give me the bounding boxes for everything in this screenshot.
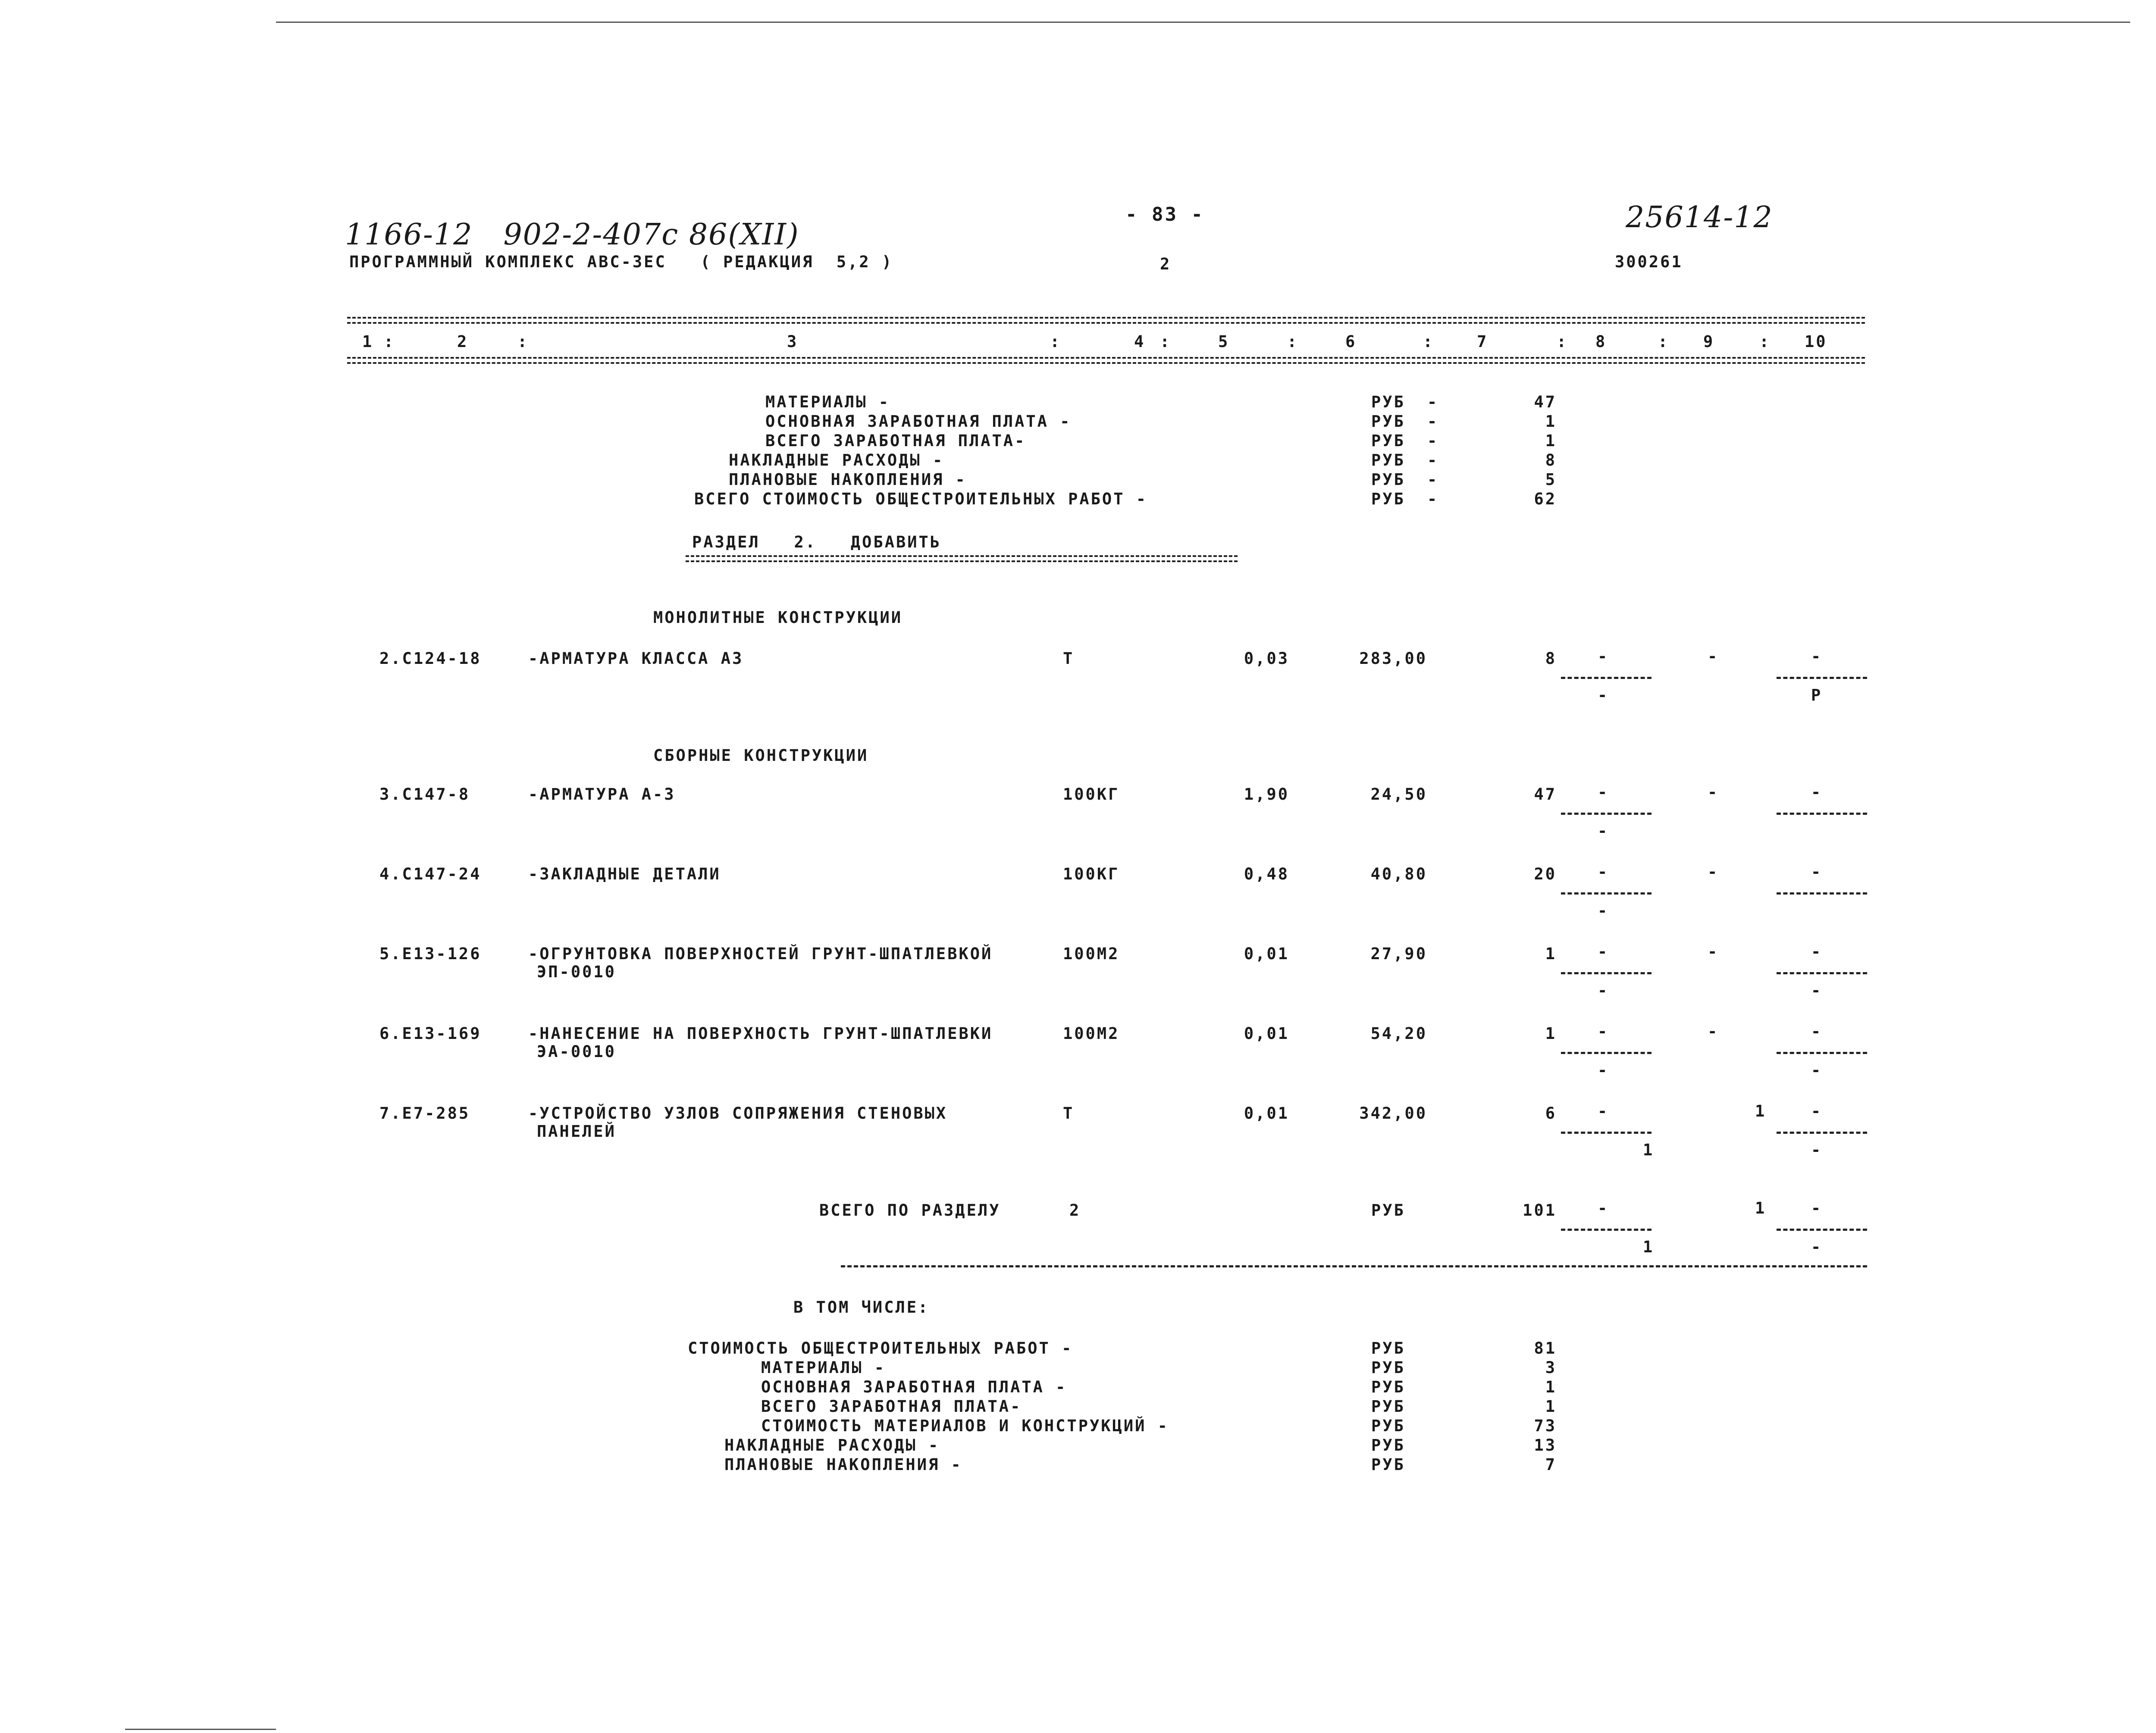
- row-unit: 100КГ: [1063, 785, 1120, 804]
- row-qty: 0,03: [1244, 649, 1289, 668]
- including-label: МАТЕРИАЛЫ -: [761, 1358, 886, 1377]
- summary-sep: -: [1427, 451, 1439, 469]
- row-name: -ЗАКЛАДНЫЕ ДЕТАЛИ: [528, 865, 721, 883]
- header-top-rule: [347, 317, 1865, 324]
- including-unit: РУБ: [1371, 1339, 1405, 1358]
- summary-label: ВСЕГО ЗАРАБОТНАЯ ПЛАТА-: [765, 432, 1026, 450]
- row-col8: -: [1598, 1102, 1608, 1120]
- row-qty: 1,90: [1244, 785, 1289, 804]
- summary-unit: РУБ: [1371, 490, 1405, 508]
- row-name: -УСТРОЙСТВО УЗЛОВ СОПРЯЖЕНИЯ СТЕНОВЫХ: [528, 1104, 948, 1123]
- summary-sep: -: [1427, 470, 1439, 489]
- section-total-col8: -: [1598, 1199, 1608, 1217]
- col-separator: :: [1557, 332, 1568, 351]
- summary-value: 8: [1545, 451, 1557, 469]
- row-qty: 0,01: [1244, 945, 1289, 963]
- row-col10-rule: [1777, 892, 1867, 895]
- row-col9: -: [1708, 783, 1718, 801]
- including-unit: РУБ: [1371, 1397, 1405, 1416]
- row-price: 24,50: [1370, 785, 1427, 804]
- row-qty: 0,48: [1244, 865, 1289, 883]
- summary-value: 1: [1545, 432, 1557, 450]
- row-col9: -: [1708, 942, 1718, 961]
- col-10-number: 10: [1805, 332, 1827, 351]
- row-code: 2.C124-18: [379, 649, 482, 668]
- col-separator: :: [1160, 332, 1172, 351]
- row-price: 54,20: [1370, 1024, 1427, 1043]
- row-unit: 100КГ: [1063, 865, 1120, 883]
- summary-value: 5: [1545, 470, 1557, 489]
- row-total: 47: [1534, 785, 1557, 804]
- program-line: ПРОГРАММНЫЙ КОМПЛЕКС АВС-ЗЕС ( РЕДАКЦИЯ 5,2 ): [349, 253, 893, 271]
- row-code: 4.C147-24: [379, 865, 482, 883]
- including-value: 81: [1534, 1339, 1557, 1358]
- section-total-col9: 1: [1755, 1199, 1766, 1217]
- summary-unit: РУБ: [1371, 470, 1405, 489]
- including-value: 73: [1534, 1417, 1557, 1435]
- summary-sep: -: [1427, 432, 1439, 450]
- row-price: 40,80: [1370, 865, 1427, 883]
- summary-unit: РУБ: [1371, 412, 1405, 431]
- col-separator: :: [1050, 332, 1062, 351]
- row-col8-sub: -: [1598, 822, 1608, 840]
- col-separator: :: [517, 332, 529, 351]
- col-4-number: 4: [1134, 332, 1146, 351]
- col-separator: :: [1423, 332, 1435, 351]
- row-name: -АРМАТУРА КЛАССА А3: [528, 649, 744, 668]
- including-value: 1: [1545, 1397, 1557, 1416]
- row-total: 8: [1545, 649, 1557, 668]
- row-col8-sub: -: [1598, 981, 1608, 1000]
- row-total: 6: [1545, 1104, 1557, 1123]
- row-col10: -: [1811, 783, 1822, 801]
- row-qty: 0,01: [1244, 1024, 1289, 1043]
- section-total-value: 101: [1523, 1201, 1557, 1220]
- row-col8-rule: [1561, 677, 1651, 679]
- row-qty: 0,01: [1244, 1104, 1289, 1123]
- row-col8-rule: [1561, 813, 1651, 815]
- col-3-number: 3: [787, 332, 799, 351]
- col-separator: :: [1759, 332, 1771, 351]
- including-unit: РУБ: [1371, 1455, 1405, 1474]
- row-col8-sub: -: [1598, 1061, 1608, 1079]
- row-name: -АРМАТУРА А-3: [528, 785, 676, 804]
- row-name-cont: ПАНЕЛЕЙ: [537, 1122, 616, 1141]
- including-label: СТОИМОСТЬ МАТЕРИАЛОВ И КОНСТРУКЦИЙ -: [761, 1417, 1169, 1435]
- including-label: ОСНОВНАЯ ЗАРАБОТНАЯ ПЛАТА -: [761, 1378, 1067, 1396]
- row-price: 342,00: [1359, 1104, 1427, 1123]
- row-col8-rule: [1561, 1132, 1651, 1134]
- program-number: 2: [1160, 255, 1172, 273]
- section-title: РАЗДЕЛ 2. ДОБАВИТЬ: [692, 533, 942, 551]
- including-label: НАКЛАДНЫЕ РАСХОДЫ -: [724, 1436, 940, 1455]
- top-scan-line: [276, 22, 2130, 23]
- row-name: -НАНЕСЕНИЕ НА ПОВЕРХНОСТЬ ГРУНТ-ШПАТЛЕВКИ: [528, 1024, 993, 1043]
- row-unit: 100М2: [1063, 945, 1120, 963]
- section-total-rule: [841, 1265, 1867, 1267]
- summary-value: 62: [1534, 490, 1557, 508]
- col-1-number: 1: [362, 332, 374, 351]
- bottom-scan-line: [125, 1729, 276, 1730]
- section-total-unit: РУБ: [1371, 1201, 1405, 1220]
- row-total: 1: [1545, 945, 1557, 963]
- row-unit: Т: [1063, 1104, 1075, 1123]
- summary-sep: -: [1427, 490, 1439, 508]
- including-unit: РУБ: [1371, 1378, 1405, 1396]
- section-total-col10: -: [1811, 1199, 1822, 1217]
- including-label: СТОИМОСТЬ ОБЩЕСТРОИТЕЛЬНЫХ РАБОТ -: [688, 1339, 1073, 1358]
- row-col8: -: [1598, 863, 1608, 881]
- section-total-col10-rule: [1777, 1229, 1867, 1231]
- row-col8-rule: [1561, 892, 1651, 895]
- row-col8-sub: -: [1598, 686, 1608, 704]
- section-title-underline: [686, 555, 1238, 562]
- document-code: 300261: [1615, 253, 1683, 271]
- row-col10: -: [1811, 647, 1822, 666]
- including-title: В ТОМ ЧИСЛЕ:: [793, 1298, 930, 1317]
- row-price: 27,90: [1370, 945, 1427, 963]
- row-col8: -: [1598, 783, 1608, 801]
- row-price: 283,00: [1359, 649, 1427, 668]
- summary-label: ПЛАНОВЫЕ НАКОПЛЕНИЯ -: [729, 470, 967, 489]
- row-col9: -: [1708, 1022, 1718, 1041]
- including-value: 3: [1545, 1358, 1557, 1377]
- page-number: - 83 -: [1125, 203, 1204, 225]
- row-col10: -: [1811, 1022, 1822, 1041]
- row-code: 7.E7-285: [379, 1104, 470, 1123]
- summary-sep: -: [1427, 393, 1439, 411]
- row-unit: Т: [1063, 649, 1075, 668]
- row-total: 1: [1545, 1024, 1557, 1043]
- row-col10-rule: [1777, 1132, 1867, 1134]
- row-col10-sub: Р: [1811, 686, 1822, 704]
- row-col10-sub: -: [1811, 1061, 1822, 1079]
- section-total-col10-sub: -: [1811, 1238, 1822, 1256]
- col-8-number: 8: [1595, 332, 1607, 351]
- including-unit: РУБ: [1371, 1358, 1405, 1377]
- row-name: -ОГРУНТОВКА ПОВЕРХНОСТЕЙ ГРУНТ-ШПАТЛЕВКОЙ: [528, 945, 993, 963]
- group-monolithic: МОНОЛИТНЫЕ КОНСТРУКЦИИ: [653, 608, 903, 627]
- col-6-number: 6: [1345, 332, 1357, 351]
- summary-sep: -: [1427, 412, 1439, 431]
- section-total-label: ВСЕГО ПО РАЗДЕЛУ: [819, 1201, 1001, 1220]
- row-col10-sub: -: [1811, 1141, 1822, 1159]
- row-code: 5.E13-126: [379, 945, 482, 963]
- summary-value: 47: [1534, 393, 1557, 411]
- row-col8: -: [1598, 942, 1608, 961]
- section-total-section: 2: [1069, 1201, 1081, 1220]
- handwritten-right-note: 25614-12: [1626, 200, 1773, 235]
- row-code: 6.E13-169: [379, 1024, 482, 1043]
- including-unit: РУБ: [1371, 1417, 1405, 1435]
- row-col10-rule: [1777, 1052, 1867, 1054]
- summary-label: НАКЛАДНЫЕ РАСХОДЫ -: [729, 451, 944, 469]
- col-2-number: 2: [457, 332, 469, 351]
- row-col8-sub: -: [1598, 901, 1608, 920]
- row-col10-rule: [1777, 972, 1867, 974]
- row-name-cont: ЭА-0010: [537, 1042, 616, 1061]
- col-separator: :: [1287, 332, 1299, 351]
- row-col10: -: [1811, 942, 1822, 961]
- row-col10-rule: [1777, 813, 1867, 815]
- row-col10-sub: -: [1811, 981, 1822, 1000]
- summary-unit: РУБ: [1371, 451, 1405, 469]
- including-value: 13: [1534, 1436, 1557, 1455]
- col-separators: :: [384, 332, 395, 351]
- row-col9: 1: [1755, 1102, 1766, 1120]
- row-col8-rule: [1561, 972, 1651, 974]
- row-col10-rule: [1777, 677, 1867, 679]
- including-value: 1: [1545, 1378, 1557, 1396]
- row-col8-sub: 1: [1643, 1141, 1654, 1159]
- summary-label: ОСНОВНАЯ ЗАРАБОТНАЯ ПЛАТА -: [765, 412, 1072, 431]
- including-label: ПЛАНОВЫЕ НАКОПЛЕНИЯ -: [724, 1455, 962, 1474]
- group-prefab: СБОРНЫЕ КОНСТРУКЦИИ: [653, 746, 869, 765]
- row-col9: -: [1708, 863, 1718, 881]
- including-value: 7: [1545, 1455, 1557, 1474]
- section-total-col8-sub: 1: [1643, 1238, 1654, 1256]
- summary-unit: РУБ: [1371, 393, 1405, 411]
- row-code: 3.C147-8: [379, 785, 470, 804]
- row-unit: 100М2: [1063, 1024, 1120, 1043]
- summary-label: ВСЕГО СТОИМОСТЬ ОБЩЕСТРОИТЕЛЬНЫХ РАБОТ -: [694, 490, 1148, 508]
- summary-label: МАТЕРИАЛЫ -: [765, 393, 890, 411]
- including-unit: РУБ: [1371, 1436, 1405, 1455]
- col-7-number: 7: [1477, 332, 1489, 351]
- row-col9: -: [1708, 647, 1718, 666]
- col-separator: :: [1658, 332, 1670, 351]
- col-9-number: 9: [1703, 332, 1715, 351]
- including-label: ВСЕГО ЗАРАБОТНАЯ ПЛАТА-: [761, 1397, 1022, 1416]
- row-col8: -: [1598, 1022, 1608, 1041]
- section-total-col8-rule: [1561, 1229, 1651, 1231]
- summary-unit: РУБ: [1371, 432, 1405, 450]
- handwritten-left-note: 1166-12 902-2-407с 86(XII): [345, 218, 799, 252]
- row-col10: -: [1811, 1102, 1822, 1120]
- row-name-cont: ЭП-0010: [537, 963, 616, 981]
- summary-value: 1: [1545, 412, 1557, 431]
- row-col8: -: [1598, 647, 1608, 666]
- row-col10: -: [1811, 863, 1822, 881]
- row-total: 20: [1534, 865, 1557, 883]
- header-bottom-rule: [347, 357, 1865, 364]
- row-col8-rule: [1561, 1052, 1651, 1054]
- col-5-number: 5: [1218, 332, 1230, 351]
